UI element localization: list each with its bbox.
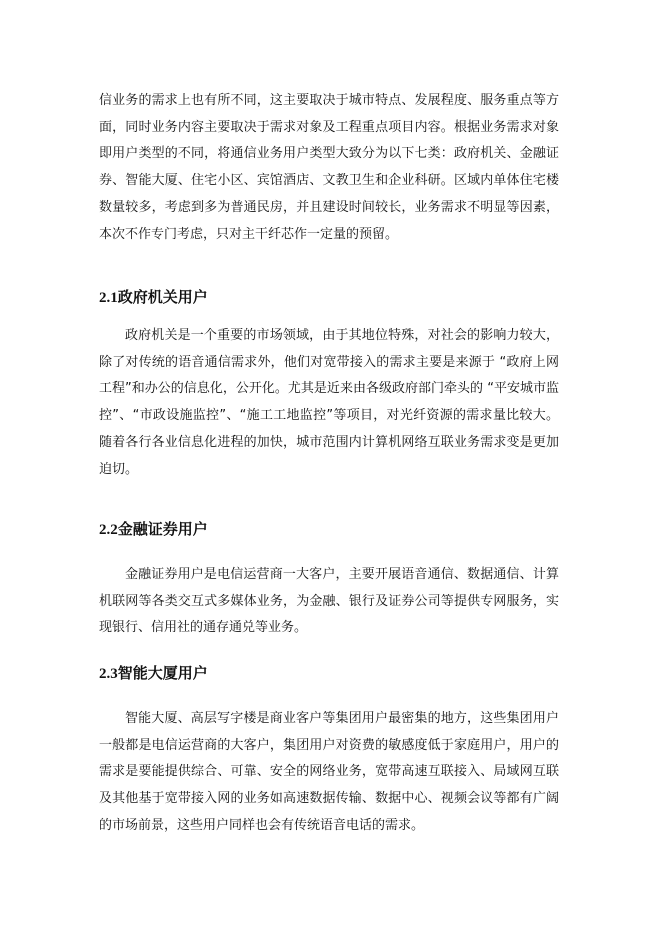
section-paragraph-2-1: 政府机关是一个重要的市场领域，由于其地位特殊，对社会的影响力较大，除了对传统的语音通信需求外，他们对宽带接入的需求主要是来源于 “政府上网工程”和办公的信息化，公开化。尤其是近来由各级政府部门牵头的 “平安城市监控”、“市政设施监控”、“施工工地监控”等项目，对光纤资源的需求量比较大。随着各行各业信息化进程的加快，城市范围内计算机网络互联业务需求变是更加迫切。 xyxy=(99,328,559,477)
section-number: 2.3 xyxy=(99,666,118,682)
section-paragraph-2-3: 智能大厦、高层写字楼是商业客户等集团用户最密集的地方，这些集团用户一般都是电信运营商的大客户，集团用户对资费的敏感度低于家庭用户，用户的需求是要能提供综合、可靠、安全的网络业务，宽带高速互联接入、局域网互联及其他基于宽带接入网的业务如高速数据传输、数据中心、视频会议等都有广阔的市场前景，这些用户同样也会有传统语音电话的需求。 xyxy=(99,711,559,833)
section-number: 2.1 xyxy=(99,290,118,306)
intro-paragraph: 信业务的需求上也有所不同，这主要取决于城市特点、发展程度、服务重点等方面，同时业务内容主要取决于需求对象及工程重点项目内容。根据业务需求对象即用户类型的不同，将通信业务用户类型大致分为以下七类：政府机关、金融证券、智能大厦、住宅小区、宾馆酒店、文教卫生和企业科研。区域内单体住宅楼数量较多，考虑到多为普通民房，并且建设时间较长，业务需求不明显等因素，本次不作专门考虑，只对主干纤芯作一定量的预留。 xyxy=(99,93,559,242)
section-number: 2.2 xyxy=(99,522,118,538)
section-heading-2-3 xyxy=(99,662,559,685)
section-title: 金融证券用户 xyxy=(117,520,208,538)
section-heading-2-1 xyxy=(99,286,559,309)
section-title: 政府机关用户 xyxy=(117,288,208,306)
section-title: 智能大厦用户 xyxy=(117,664,208,682)
section-heading-2-2 xyxy=(99,518,559,541)
section-paragraph-2-2: 金融证券用户是电信运营商一大客户，主要开展语音通信、数据通信、计算机联网等各类交互式多媒体业务，为金融、银行及证券公司等提供专网服务，实现银行、信用社的通存通兑等业务。 xyxy=(99,567,559,636)
